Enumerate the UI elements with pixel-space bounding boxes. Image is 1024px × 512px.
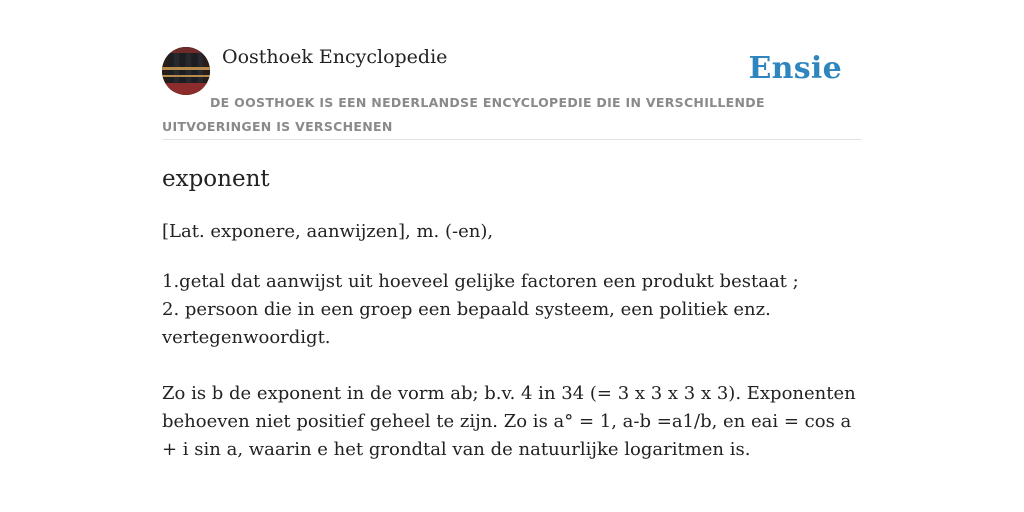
avatar[interactable] [162, 47, 210, 95]
entry-definitions [162, 268, 862, 352]
brand-logo-link[interactable]: Ensie [748, 51, 842, 86]
site-subtitle: DE OOSTHOEK IS EEN NEDERLANDSE ENCYCLOPEDIE DIE IN VERSCHILLENDE UITVOERINGEN IS VERSCHENEN [162, 95, 765, 134]
definition-item: 2. persoon die in een groep een bepaald systeem, een politiek enz. vertegenwoordigt. [162, 299, 771, 348]
entry-etymology: [Lat. exponere, aanwijzen], m. (-en), [162, 221, 494, 242]
entry-content [162, 164, 862, 464]
site-title[interactable]: Oosthoek Encyclopedie [222, 46, 448, 68]
book-spines-icon [162, 47, 210, 95]
site-header [162, 0, 862, 140]
definition-item: 1.getal dat aanwijst uit hoeveel gelijke factoren een produkt bestaat ; [162, 271, 799, 292]
entry-headword: exponent [162, 166, 270, 192]
entry-note: Zo is b de exponent in de vorm ab; b.v. 4 in 34 (= 3 x 3 x 3 x 3). Exponenten behoeven niet positief geheel te zijn. Zo is a° = 1, a-b =a1/b, en eai = cos a + i sin a, waarin e het grondtal van de natuurlijke logaritmen is. [162, 383, 856, 460]
page [162, 0, 862, 464]
